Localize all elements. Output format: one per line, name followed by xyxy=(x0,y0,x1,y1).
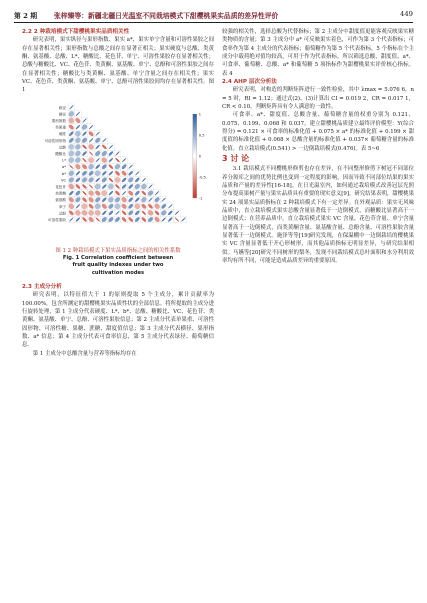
row-label: L* xyxy=(62,158,66,163)
section-heading: 2.4 AHP 层次分析法 xyxy=(222,79,277,86)
paragraph: 较强的相关性，选择总酸为代替指标；第 2 主成分中甜度值更能客观反映果实糖类物质的含量；第 3 主成分中 a* 可反映果实着色，可作为第 3 个代表指标；可食率作为第 4 主成分的代表指标；葡萄糖作为第 5 个代表指标，5 个指标在个主成分中载荷绝对值均较高，可用于作为代表指标。所以筛选总酸、甜度值、a*、可食率、葡萄糖、总酸、a* 和葡萄糖 5 项指标作为甜樱桃果实评价核心指标。表 4 xyxy=(222,29,414,77)
issue-number: 第 2 期 xyxy=(14,12,38,20)
running-title: 张梓臻等：新疆北疆日光温室不同栽培模式下甜樱桃果实品质的差异性评价 xyxy=(54,12,279,20)
row-label: 花色苷 xyxy=(55,184,66,189)
legend-tick: 0 xyxy=(198,154,202,159)
paragraph: 研究表明，对构造的判断矩阵进行一致性检验，其中 λmax = 5.076 6，n = 5 时，RI = 1.12；通过式(2)、(3)计算出 CI = 0.019 2，CR = 0.017 1，CR < 0.10，判断矩阵具有令人满意的一致性。 xyxy=(222,87,414,111)
page-header xyxy=(14,10,413,22)
row-label: 氨基酸 xyxy=(55,197,66,202)
right-column xyxy=(222,28,414,265)
section-heading: 2.2 2 种栽培模式下甜樱桃果实品质相关性 xyxy=(22,29,130,35)
page-number: 449 xyxy=(400,10,413,18)
paragraph: 研究表明，果实纵径与果形指数、果实 a*、果实单宁含量和可溶性果胶之间存在显著相关性；果形指数与总酸之间存在显著正相关；果实硬度与总酸、类黄酮、氨基酸、总酸、L*、糖酸比、花色苷、单宁、可溶性果胶存在显著相关性；总酸与糖酸比、VC、花色苷、类黄酮、氨基酸、单宁、总酚和可溶性果胶之间存在显著相关性；糖酸比与类黄酮、氨基酸、单宁含量之间存在相关性；果实 VC、花色苷、类黄酮、氨基酸、单宁、总酚可溶性果胶间均存在显著相关性。图 1 xyxy=(22,37,214,94)
row-label: 横径 xyxy=(58,112,66,117)
legend-colorbar xyxy=(193,114,197,198)
paragraph: 可食率、a*、甜度值、总酸含量、葡萄糖含量的权重分别为 0.121、0.075、0.199、0.068 和 0.037，建立甜樱桃品质建立最终评价模型：Y(综合得分) = 0.121 × 可食率的标准化值 + 0.075 × a* 的标准化值 + 0.199 × 甜度值的标准化值 + 0.068 × 总酸含量的标准化值 + 0.037× 葡萄糖含量的标准化值。直立栽培模式(0.541) > 一边倒栽培模式(0.476)。表 5~6 xyxy=(222,112,414,152)
correlation-heatmap xyxy=(30,98,206,246)
row-label: 总酸 xyxy=(58,145,66,150)
row-label: 纵径 xyxy=(58,105,66,110)
row-label: 总酚 xyxy=(58,211,66,216)
left-column xyxy=(22,28,214,358)
paragraph: 研究表明，以特征值大于 1 的原则提取 5 个主成分，累计贡献率为 100.00%，包含所测定的甜樱桃果实品质性状的全部信息。将所提取的主成分进行旋转处理，第 1 主成分代表硬度、L*、b*、总酸、糖酸比、VC、花色苷、类黄酮、氨基酸、单宁、总酚、可溶性果胶信息；第 2 主成分代表单果重、可溶性固形物、可溶性糖、果糖、蔗糖、甜度值信息；第 3 主成分代表横径、果形指数、a* 信息；第 4 主成分代表可食率信息，第 5 主成分代表绿径、葡萄糖信息。 xyxy=(22,292,214,349)
legend-tick: 1 xyxy=(198,112,202,117)
row-label: 硬度 xyxy=(58,131,66,136)
paragraph: 第 1 主成分中总酸含量与营养等指标均存在 xyxy=(32,350,137,357)
figure-caption-en-1: Fig. 1 Correlation coefficient between xyxy=(62,255,174,262)
row-label: 果形指数 xyxy=(51,118,66,123)
correlation-figure xyxy=(30,98,206,246)
row-label: b* xyxy=(61,171,66,176)
figure-caption-en-2: fruit quality indexes under two xyxy=(72,262,164,269)
row-label: 单宁 xyxy=(58,204,66,209)
row-label: 单果重 xyxy=(55,125,66,130)
row-label: 类黄酮 xyxy=(55,191,66,196)
paragraph: 3.1 栽培模式不同樱桃形修剪也存在差异，在不同整形修剪下树冠不同部位养分源库之间的优势比例也变到一定程度的影响，因而导致不同部位结果的果实品质和产量的差异性[16-18]。在日光温室内，如何通过栽培模式改善冠层光照分布提高果树产量与果实品质具有重要的现实意义[9]。研究结果表明，甜樱桃果实 24 项果实品质指标在 2 种栽培模式下有一定差异。在外观品质：果实无风味品质中，直立栽培模式果实总酸含量显著低于一边倒模式，而糖酸比显著高于一边倒模式；在营养品质中，直立栽培模式果实 VC 含量、花色苷含量、单宁含量显著高于一边倒模式，而类黄酮含量、氨基酸含量、总酚含量、可溶性果胶含量显著低于一边倒模式。施泽等等[19]研究发现，在保温棚中一边倒栽培的樱桃果实 VC 含量显著低于开心形树形，而其他品质指标无明显差异，与研究结果相似。马嬿等[20]研究不同树形的梨冬，发现不同栽培模式总叶面积和水分利用效率均有所不同，可能是造成品质差异的重要原因。 xyxy=(222,166,414,264)
row-label: 糖酸比 xyxy=(55,151,66,156)
legend-tick: -1 xyxy=(198,196,203,201)
legend-tick: 0.5 xyxy=(198,133,205,138)
legend-tick: -0.5 xyxy=(198,175,206,180)
section-heading: 2.3 主成分分析 xyxy=(22,283,62,290)
row-label: 可溶性固形物 xyxy=(44,138,66,143)
main-section-heading: 3 讨 论 xyxy=(222,154,250,164)
header-rule xyxy=(14,22,413,23)
row-label: VC xyxy=(61,178,66,183)
row-label: 可溶性果胶 xyxy=(48,217,66,222)
row-label: a* xyxy=(62,164,66,169)
figure-caption-cn: 图 1 2 种栽培模式下果实品质指标之间的相关性系数 xyxy=(55,247,181,254)
figure-caption-en-3: cultivation modes xyxy=(91,269,145,276)
